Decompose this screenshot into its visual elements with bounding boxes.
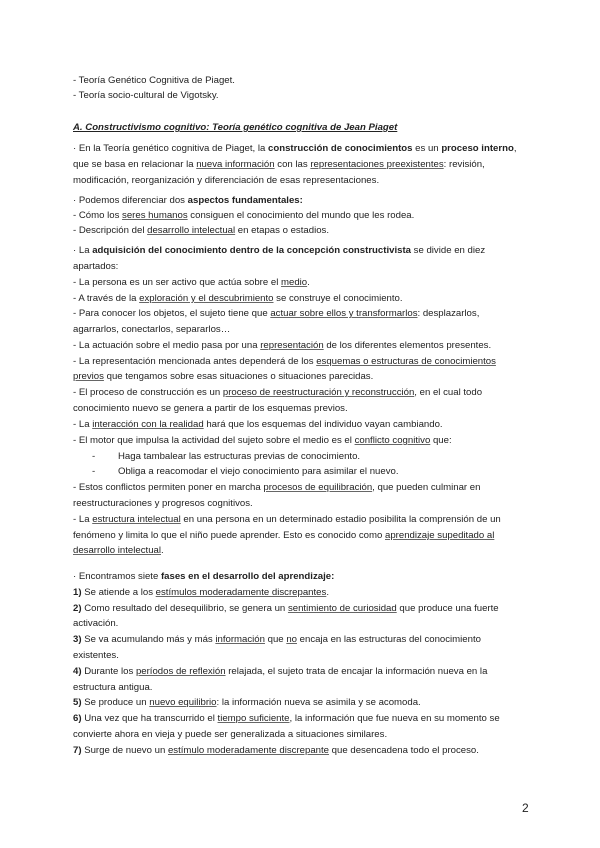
p3-item-9-cont: reestructuraciones y progresos cognitivos.	[73, 498, 253, 509]
phase-2: 2) Como resultado del desequilibrio, se genera un sentimiento de curiosidad que produce una fuerte	[73, 603, 499, 614]
p3-line-1: · La adquisición del conocimiento dentro de la concepción constructivista se divide en diez	[73, 245, 486, 256]
p3-item-6: - El proceso de construcción es un proceso de reestructuración y reconstrucción, en el cual todo	[73, 387, 483, 398]
p4-intro: · Encontramos siete fases en el desarrollo del aprendizaje:	[73, 571, 335, 582]
phase-3-cont: existentes.	[73, 650, 119, 661]
phase-2-cont: activación.	[73, 618, 119, 629]
p3-line-2: apartados:	[73, 261, 119, 272]
p3-item-8: - El motor que impulsa la actividad del sujeto sobre el medio es el conflicto cognitivo que:	[73, 435, 452, 446]
phase-1: 1) Se atiende a los estímulos moderadamente discrepantes.	[73, 587, 329, 598]
p3-item-1: - La persona es un ser activo que actúa sobre el medio.	[73, 277, 310, 288]
sub-bullet-marker-1: -	[92, 451, 96, 462]
section-title: A. Constructivismo cognitivo: Teoría genético cognitiva de Jean Piaget	[73, 122, 398, 133]
p3-item-5: - La representación mencionada antes dependerá de los esquemas o estructuras de conocimientos	[73, 356, 496, 367]
p3-item-4: - La actuación sobre el medio pasa por una representación de los diferentes elementos presentes.	[73, 340, 492, 351]
page-number: 2	[522, 801, 529, 815]
p3-item-2: - A través de la exploración y el descubrimiento se construye el conocimiento.	[73, 293, 403, 304]
phase-4: 4) Durante los períodos de reflexión relajada, el sujeto trata de encajar la información nueva en la	[73, 666, 488, 677]
p2-line-2: - Cómo los seres humanos consiguen el conocimiento del mundo que les rodea.	[73, 210, 415, 221]
p3-item-5-cont: previos que tengamos sobre esas situaciones o situaciones parecidas.	[73, 371, 374, 382]
phase-5: 5) Se produce un nuevo equilibrio: la información nueva se asimila y se acomoda.	[73, 697, 421, 708]
p1-line-2: que se basa en relacionar la nueva información con las representaciones preexistentes: revisión,	[73, 159, 485, 170]
intro-line-2: - Teoría socio-cultural de Vigotsky.	[73, 90, 219, 101]
p3-item-3: - Para conocer los objetos, el sujeto tiene que actuar sobre ellos y transformarlos: desplazarlos,	[73, 308, 480, 319]
phase-4-cont: estructura antigua.	[73, 682, 153, 693]
p3-item-9: - Estos conflictos permiten poner en marcha procesos de equilibración, que pueden culminar en	[73, 482, 481, 493]
p1-line-3: modificación, reorganización y diferenciación de esas representaciones.	[73, 175, 380, 186]
p3-subitem-2: Obliga a reacomodar el viejo conocimiento para asimilar el nuevo.	[118, 466, 399, 477]
p3-item-6-cont: conocimiento nuevo se genera a partir de los esquemas previos.	[73, 403, 348, 414]
phase-3: 3) Se va acumulando más y más información que no encaja en las estructuras del conocimiento	[73, 634, 481, 645]
p3-item-10-cont2: desarrollo intelectual.	[73, 545, 164, 556]
phase-6-cont: convierte ahora en vieja y puede ser generalizada a situaciones similares.	[73, 729, 388, 740]
phase-6: 6) Una vez que ha transcurrido el tiempo suficiente, la información que fue nueva en su momento se	[73, 713, 500, 724]
p3-item-10: - La estructura intelectual en una persona en un determinado estadio posibilita la comprensión de un	[73, 514, 501, 525]
phase-7: 7) Surge de nuevo un estímulo moderadamente discrepante que desencadena todo el proceso.	[73, 745, 479, 756]
sub-bullet-marker-2: -	[92, 466, 96, 477]
p3-item-3-cont: agarrarlos, conectarlos, separarlos…	[73, 324, 231, 335]
p2-line-1: · Podemos diferenciar dos aspectos fundamentales:	[73, 195, 303, 206]
p1-line-1: · En la Teoría genético cognitiva de Piaget, la construcción de conocimientos es un proceso interno,	[73, 143, 517, 154]
p2-line-3: - Descripción del desarrollo intelectual en etapas o estadios.	[73, 225, 329, 236]
p3-subitem-1: Haga tambalear las estructuras previas de conocimiento.	[118, 451, 361, 462]
p3-item-7: - La interacción con la realidad hará que los esquemas del individuo vayan cambiando.	[73, 419, 443, 430]
p3-item-10-cont: fenómeno y limita lo que el niño puede aprender. Esto es conocido como aprendizaje supeditado al	[73, 530, 495, 541]
intro-line-1: - Teoría Genético Cognitiva de Piaget.	[73, 75, 235, 86]
